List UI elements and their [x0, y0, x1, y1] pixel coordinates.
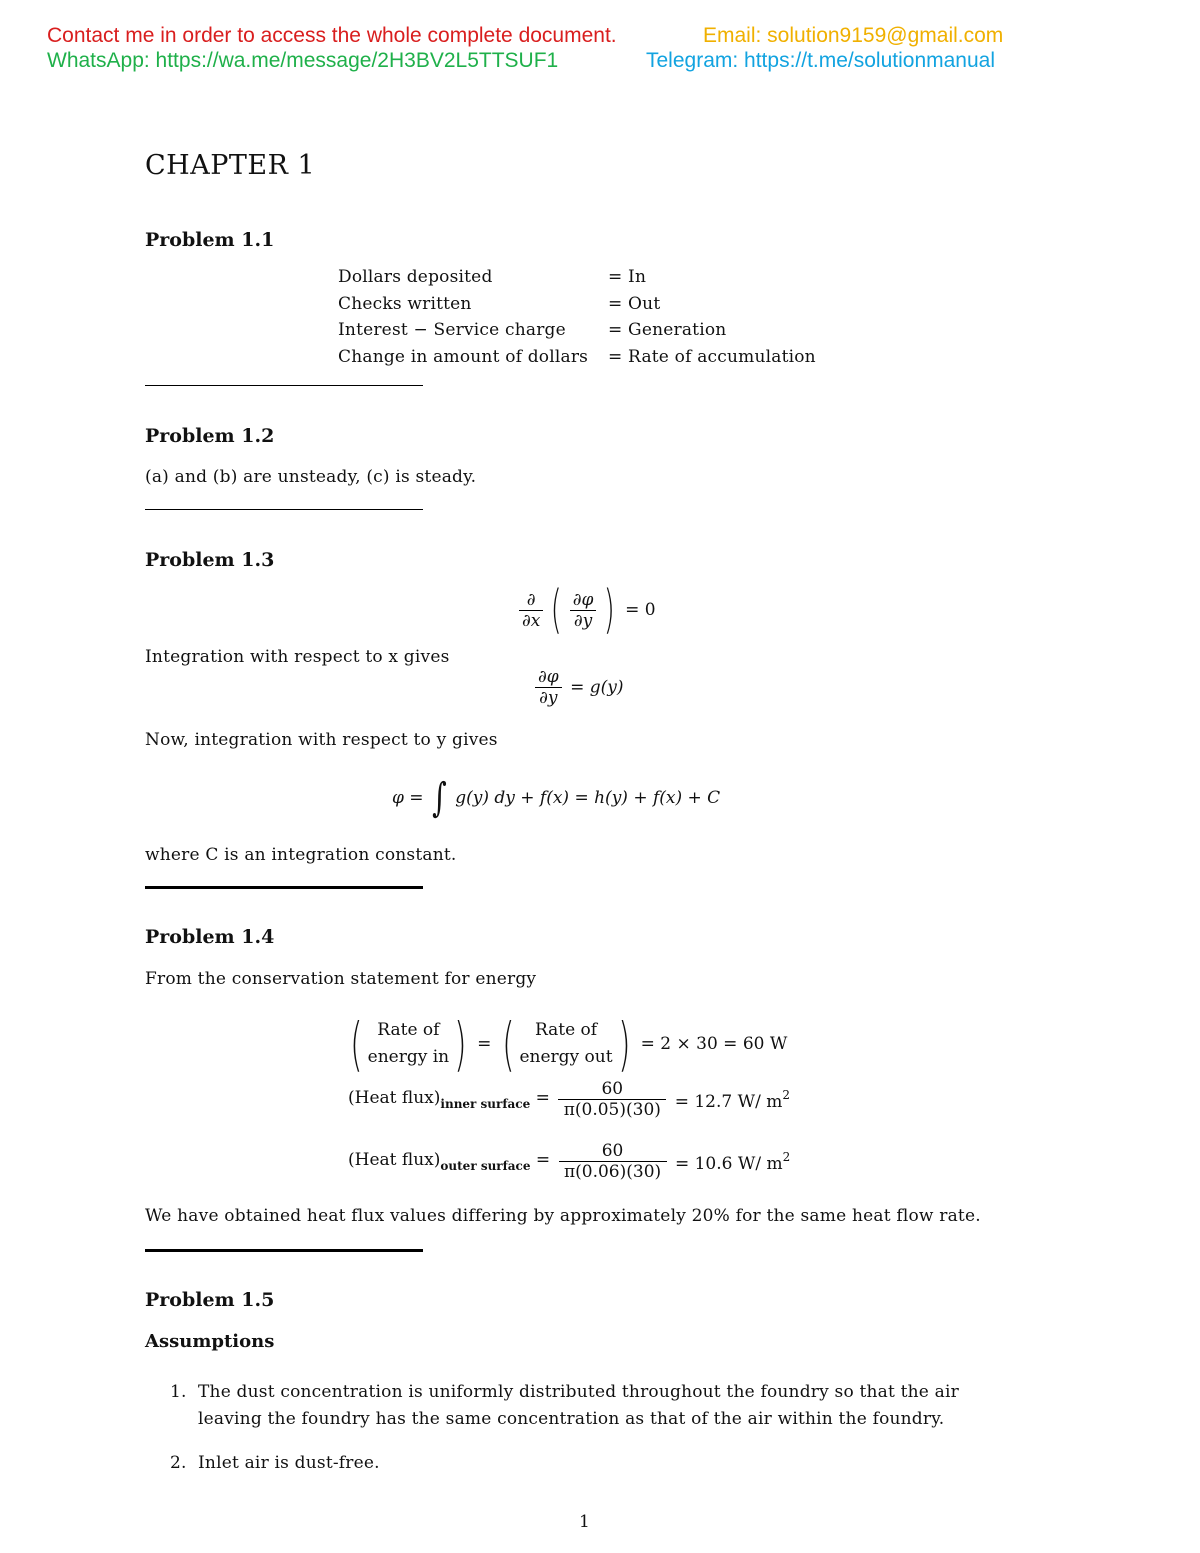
list-text: The dust concentration is uniformly distributed throughout the foundry so that the air: [198, 1382, 959, 1402]
equation-1-3-c: [392, 775, 720, 821]
equation-1-4-inner-flux: (Heat $flux)_{inner surface}$ = $\frac{60}{\pi(0.05)(30)}$ = 12.7 W/ $m^2$: [348, 1079, 790, 1120]
frac-num: ∂φ: [572, 589, 594, 610]
section-divider: [145, 886, 423, 889]
equation-lhs: φ =: [392, 788, 424, 808]
equation-1-3-a: $\frac{\partial}{\partial x}$ ( $\frac{\partial\varphi}{\partial y}$ ) = 0: [516, 580, 656, 640]
equation-rhs: = g(y): [570, 677, 624, 698]
balance-right: = Rate of accumulation: [608, 346, 816, 367]
flux-subscript: outer surface: [440, 1159, 531, 1173]
list-text: Inlet air is dust-free.: [198, 1453, 380, 1473]
problem-1-3-text-2: Now, integration with respect to y gives: [145, 730, 498, 750]
equation-1-3-b: [532, 667, 624, 708]
problem-1-4-conclusion: We have obtained heat flux values differing by approximately 20% for the same heat flow rate.: [145, 1206, 981, 1226]
frac-den: ∂y: [535, 687, 562, 708]
superscript: 2: [782, 1149, 791, 1164]
problem-1-3-title: Problem 1.3: [145, 549, 275, 571]
list-number: 2.: [170, 1453, 187, 1473]
contact-notice: Contact me in order to access the whole complete document.: [47, 24, 617, 47]
frac-num: 60: [601, 1079, 624, 1099]
equation-rhs: = 10.6 W/ m: [674, 1153, 783, 1174]
problem-1-3-text-1: Integration with respect to x gives: [145, 647, 450, 667]
table-row: [338, 291, 816, 318]
flux-subscript: inner surface: [440, 1097, 531, 1111]
stack-line: Rate of: [377, 1020, 440, 1040]
frac-den: π(0.05)(30): [558, 1099, 666, 1120]
equation-rhs: g(y) dy + f(x) = h(y) + f(x) + C: [455, 788, 721, 808]
list-text: leaving the foundry has the same concentration as that of the air within the foundry.: [198, 1409, 945, 1429]
stack-line: Rate of: [534, 1020, 598, 1040]
balance-left: Change in amount of dollars: [338, 346, 589, 367]
equation-1-4-outer-flux: (Heat $flux)_{outer surface}$ = $\frac{60}{\pi(0.06)(30)}$ = 10.6 W/ $m^2$: [348, 1141, 791, 1182]
frac-num: ∂φ: [538, 667, 559, 687]
whatsapp-link[interactable]: WhatsApp: https://wa.me/message/2H3BV2L5TTSUF1: [47, 49, 559, 72]
section-divider: [145, 509, 423, 510]
problem-1-5-title: Problem 1.5: [145, 1289, 275, 1311]
frac-den: ∂y: [570, 610, 597, 631]
page-number: 1: [579, 1512, 591, 1532]
chapter-title: CHAPTER 1: [145, 150, 316, 181]
equation-rhs: = 2 × 30 = 60 W: [640, 1034, 788, 1054]
flux-label: (Heat flux): [348, 1088, 441, 1108]
email-link[interactable]: Email: solution9159@gmail.com: [703, 24, 1004, 47]
telegram-link[interactable]: Telegram: https://t.me/solutionmanual: [646, 49, 996, 72]
problem-1-1-title: Problem 1.1: [145, 229, 275, 251]
problem-1-4-intro: From the conservation statement for energy: [145, 969, 537, 989]
balance-right: = Generation: [608, 320, 727, 341]
balance-left: Dollars deposited: [338, 267, 493, 288]
integral-symbol: ∫: [432, 775, 447, 821]
balance-left: Interest − Service charge: [338, 320, 566, 341]
balance-left: Checks written: [338, 293, 472, 314]
table-row: [338, 264, 816, 291]
problem-1-2-text: (a) and (b) are unsteady, (c) is steady.: [145, 467, 477, 487]
problem-1-3-text-3: where C is an integration constant.: [145, 845, 457, 865]
frac-num: ∂: [526, 589, 536, 610]
balance-right: = Out: [608, 293, 661, 314]
balance-table: [338, 264, 816, 370]
balance-right: = In: [608, 267, 647, 288]
equation-rhs: = 0: [625, 600, 656, 620]
equation-1-4-energy: ( Rate of energy in) = ( Rate of energy out) = 2 × 30 = 60 W: [350, 1010, 788, 1078]
stack-line: energy in: [367, 1047, 450, 1067]
frac-num: 60: [601, 1141, 624, 1161]
section-divider: [145, 385, 423, 386]
problem-1-4-title: Problem 1.4: [145, 926, 275, 948]
superscript: 2: [782, 1087, 790, 1102]
assumptions-heading: Assumptions: [145, 1331, 275, 1352]
frac-den: π(0.06)(30): [559, 1161, 667, 1182]
section-divider: [145, 1249, 423, 1252]
stack-line: energy out: [519, 1047, 613, 1067]
equals-sign: =: [477, 1034, 492, 1054]
table-row: [338, 344, 816, 371]
problem-1-2-title: Problem 1.2: [145, 425, 275, 447]
list-number: 1.: [170, 1382, 187, 1402]
equation-rhs: = 12.7 W/ m: [674, 1091, 783, 1112]
table-row: [338, 317, 816, 344]
frac-den: ∂x: [519, 610, 543, 631]
flux-label: (Heat flux): [348, 1150, 441, 1170]
